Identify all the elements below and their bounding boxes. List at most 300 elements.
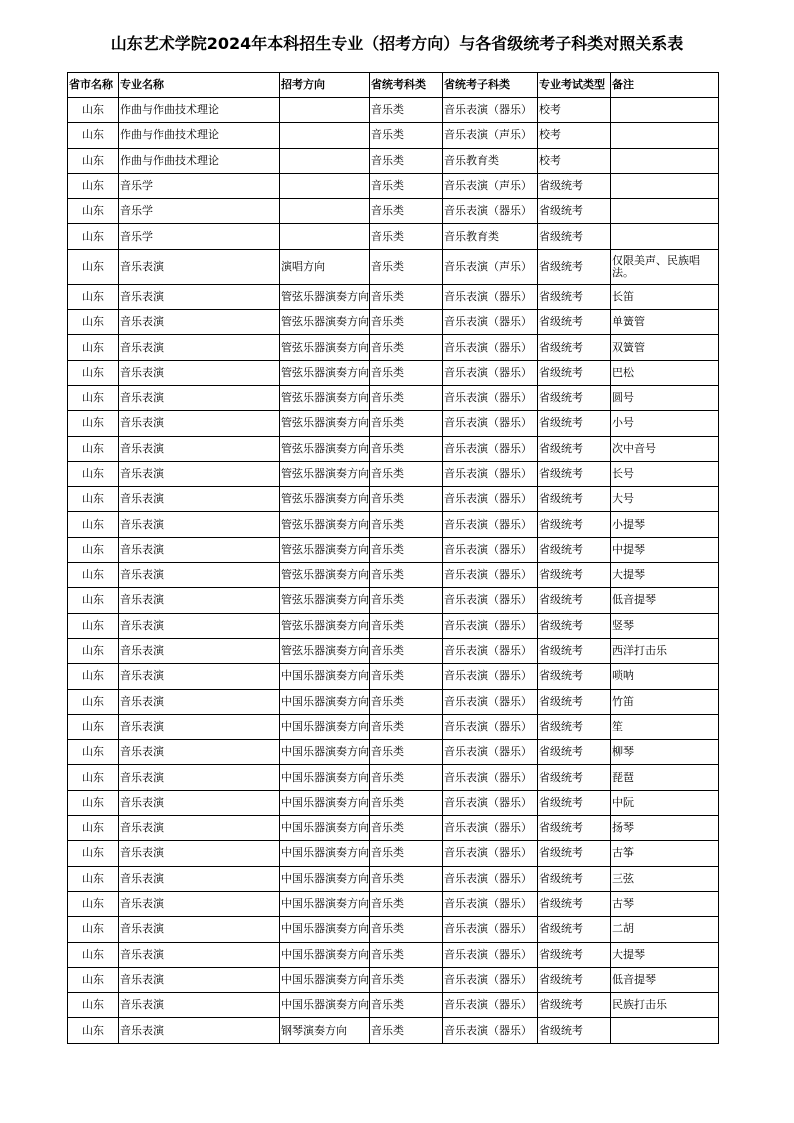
header-exam-category: 省统考科类 <box>370 73 443 98</box>
cell-exam-category: 音乐类 <box>370 436 443 461</box>
cell-direction: 中国乐器演奏方向 <box>280 841 370 866</box>
cell-exam-category: 音乐类 <box>370 816 443 841</box>
cell-exam-subcategory: 音乐表演（器乐） <box>443 664 538 689</box>
cell-exam-category: 音乐类 <box>370 664 443 689</box>
cell-remarks: 中提琴 <box>611 537 719 562</box>
cell-exam-category: 音乐类 <box>370 942 443 967</box>
cell-direction: 管弦乐器演奏方向 <box>280 335 370 360</box>
header-province: 省市名称 <box>68 73 119 98</box>
cell-province: 山东 <box>68 199 119 224</box>
cell-remarks: 仅限美声、民族唱法。 <box>611 249 719 284</box>
cell-exam-type: 校考 <box>538 148 611 173</box>
cell-major: 音乐表演 <box>119 512 280 537</box>
cell-major: 音乐学 <box>119 224 280 249</box>
cell-major: 音乐表演 <box>119 740 280 765</box>
cell-exam-category: 音乐类 <box>370 1018 443 1043</box>
cell-exam-subcategory: 音乐表演（器乐） <box>443 790 538 815</box>
cell-remarks: 双簧管 <box>611 335 719 360</box>
cell-province: 山东 <box>68 385 119 410</box>
cell-exam-subcategory: 音乐表演（器乐） <box>443 942 538 967</box>
cell-exam-type: 省级统考 <box>538 816 611 841</box>
cell-province: 山东 <box>68 790 119 815</box>
cell-exam-type: 省级统考 <box>538 790 611 815</box>
cell-exam-subcategory: 音乐表演（器乐） <box>443 411 538 436</box>
cell-exam-category: 音乐类 <box>370 765 443 790</box>
cell-exam-type: 省级统考 <box>538 1018 611 1043</box>
cell-major: 音乐表演 <box>119 841 280 866</box>
table-row <box>68 335 719 360</box>
table-row <box>68 664 719 689</box>
cell-major: 音乐表演 <box>119 249 280 284</box>
cell-major: 音乐表演 <box>119 310 280 335</box>
cell-exam-category: 音乐类 <box>370 411 443 436</box>
cell-province: 山东 <box>68 310 119 335</box>
cell-exam-subcategory: 音乐表演（器乐） <box>443 740 538 765</box>
cell-exam-subcategory: 音乐表演（器乐） <box>443 284 538 309</box>
cell-remarks: 长笛 <box>611 284 719 309</box>
cell-province: 山东 <box>68 588 119 613</box>
cell-major: 音乐表演 <box>119 588 280 613</box>
cell-remarks: 小号 <box>611 411 719 436</box>
cell-exam-subcategory: 音乐表演（器乐） <box>443 335 538 360</box>
header-row <box>68 73 719 98</box>
cell-exam-subcategory: 音乐表演（器乐） <box>443 1018 538 1043</box>
cell-major: 音乐表演 <box>119 816 280 841</box>
cell-remarks: 三弦 <box>611 866 719 891</box>
cell-direction: 管弦乐器演奏方向 <box>280 284 370 309</box>
header-direction: 招考方向 <box>280 73 370 98</box>
cell-remarks: 笙 <box>611 714 719 739</box>
cell-remarks: 唢呐 <box>611 664 719 689</box>
cell-exam-type: 省级统考 <box>538 461 611 486</box>
cell-exam-category: 音乐类 <box>370 740 443 765</box>
cell-major: 音乐表演 <box>119 461 280 486</box>
cell-remarks: 次中音号 <box>611 436 719 461</box>
mapping-table <box>67 72 719 1044</box>
cell-remarks: 柳琴 <box>611 740 719 765</box>
cell-province: 山东 <box>68 993 119 1018</box>
cell-exam-type: 省级统考 <box>538 411 611 436</box>
cell-major: 音乐表演 <box>119 917 280 942</box>
table-row <box>68 638 719 663</box>
table-row <box>68 866 719 891</box>
cell-direction: 管弦乐器演奏方向 <box>280 411 370 436</box>
cell-province: 山东 <box>68 841 119 866</box>
cell-exam-category: 音乐类 <box>370 385 443 410</box>
cell-province: 山东 <box>68 123 119 148</box>
cell-exam-category: 音乐类 <box>370 461 443 486</box>
cell-province: 山东 <box>68 563 119 588</box>
table-row <box>68 310 719 335</box>
table-row <box>68 714 719 739</box>
cell-exam-type: 省级统考 <box>538 967 611 992</box>
cell-exam-type: 省级统考 <box>538 841 611 866</box>
cell-province: 山东 <box>68 537 119 562</box>
cell-remarks: 琵琶 <box>611 765 719 790</box>
cell-exam-subcategory: 音乐表演（器乐） <box>443 816 538 841</box>
table-row <box>68 765 719 790</box>
cell-exam-subcategory: 音乐表演（器乐） <box>443 537 538 562</box>
cell-exam-category: 音乐类 <box>370 360 443 385</box>
cell-major: 作曲与作曲技术理论 <box>119 98 280 123</box>
cell-exam-category: 音乐类 <box>370 866 443 891</box>
cell-province: 山东 <box>68 638 119 663</box>
cell-exam-subcategory: 音乐表演（器乐） <box>443 98 538 123</box>
page-title: 山东艺术学院2024年本科招生专业（招考方向）与各省级统考子科类对照关系表 <box>110 34 684 53</box>
cell-major: 音乐表演 <box>119 284 280 309</box>
cell-major: 音乐学 <box>119 199 280 224</box>
cell-province: 山东 <box>68 173 119 198</box>
cell-remarks <box>611 173 719 198</box>
cell-exam-category: 音乐类 <box>370 638 443 663</box>
table-row <box>68 613 719 638</box>
cell-exam-type: 校考 <box>538 123 611 148</box>
cell-exam-category: 音乐类 <box>370 512 443 537</box>
cell-direction <box>280 224 370 249</box>
cell-direction: 中国乐器演奏方向 <box>280 866 370 891</box>
cell-exam-category: 音乐类 <box>370 98 443 123</box>
table-row <box>68 563 719 588</box>
cell-direction: 管弦乐器演奏方向 <box>280 461 370 486</box>
cell-exam-subcategory: 音乐表演（器乐） <box>443 310 538 335</box>
cell-major: 音乐表演 <box>119 714 280 739</box>
cell-remarks: 西洋打击乐 <box>611 638 719 663</box>
cell-remarks: 竹笛 <box>611 689 719 714</box>
cell-direction: 管弦乐器演奏方向 <box>280 512 370 537</box>
cell-major: 音乐表演 <box>119 891 280 916</box>
cell-exam-type: 省级统考 <box>538 714 611 739</box>
cell-remarks: 低音提琴 <box>611 967 719 992</box>
cell-direction: 演唱方向 <box>280 249 370 284</box>
cell-exam-category: 音乐类 <box>370 335 443 360</box>
cell-direction: 中国乐器演奏方向 <box>280 917 370 942</box>
table-row <box>68 173 719 198</box>
cell-remarks: 圆号 <box>611 385 719 410</box>
table-row <box>68 891 719 916</box>
cell-major: 音乐表演 <box>119 638 280 663</box>
cell-exam-type: 省级统考 <box>538 765 611 790</box>
cell-remarks: 大号 <box>611 487 719 512</box>
cell-major: 作曲与作曲技术理论 <box>119 123 280 148</box>
cell-exam-category: 音乐类 <box>370 917 443 942</box>
cell-province: 山东 <box>68 512 119 537</box>
cell-remarks: 长号 <box>611 461 719 486</box>
cell-remarks <box>611 224 719 249</box>
cell-exam-type: 省级统考 <box>538 335 611 360</box>
cell-province: 山东 <box>68 335 119 360</box>
cell-exam-category: 音乐类 <box>370 563 443 588</box>
cell-major: 音乐表演 <box>119 993 280 1018</box>
cell-province: 山东 <box>68 461 119 486</box>
cell-direction: 中国乐器演奏方向 <box>280 664 370 689</box>
cell-exam-subcategory: 音乐表演（器乐） <box>443 967 538 992</box>
cell-remarks: 中阮 <box>611 790 719 815</box>
cell-direction: 管弦乐器演奏方向 <box>280 385 370 410</box>
cell-exam-category: 音乐类 <box>370 790 443 815</box>
cell-remarks: 扬琴 <box>611 816 719 841</box>
cell-major: 音乐学 <box>119 173 280 198</box>
cell-exam-category: 音乐类 <box>370 714 443 739</box>
cell-exam-category: 音乐类 <box>370 199 443 224</box>
cell-exam-subcategory: 音乐表演（器乐） <box>443 866 538 891</box>
table-row <box>68 841 719 866</box>
cell-exam-type: 省级统考 <box>538 917 611 942</box>
cell-exam-type: 省级统考 <box>538 173 611 198</box>
cell-exam-type: 省级统考 <box>538 866 611 891</box>
cell-exam-subcategory: 音乐表演（器乐） <box>443 588 538 613</box>
cell-province: 山东 <box>68 224 119 249</box>
cell-major: 音乐表演 <box>119 664 280 689</box>
cell-remarks: 二胡 <box>611 917 719 942</box>
cell-remarks <box>611 123 719 148</box>
table-row <box>68 993 719 1018</box>
cell-direction: 钢琴演奏方向 <box>280 1018 370 1043</box>
table-row <box>68 224 719 249</box>
cell-province: 山东 <box>68 436 119 461</box>
table-row <box>68 1018 719 1043</box>
table-row <box>68 487 719 512</box>
cell-exam-category: 音乐类 <box>370 537 443 562</box>
cell-direction: 中国乐器演奏方向 <box>280 816 370 841</box>
cell-direction: 管弦乐器演奏方向 <box>280 588 370 613</box>
cell-exam-type: 省级统考 <box>538 224 611 249</box>
cell-exam-type: 省级统考 <box>538 436 611 461</box>
cell-exam-subcategory: 音乐表演（器乐） <box>443 917 538 942</box>
cell-exam-subcategory: 音乐表演（器乐） <box>443 487 538 512</box>
cell-major: 音乐表演 <box>119 335 280 360</box>
cell-direction <box>280 123 370 148</box>
cell-province: 山东 <box>68 487 119 512</box>
cell-exam-category: 音乐类 <box>370 891 443 916</box>
cell-remarks: 单簧管 <box>611 310 719 335</box>
cell-major: 音乐表演 <box>119 385 280 410</box>
table-row <box>68 284 719 309</box>
cell-exam-type: 省级统考 <box>538 664 611 689</box>
table-row <box>68 360 719 385</box>
cell-exam-category: 音乐类 <box>370 173 443 198</box>
cell-direction: 中国乐器演奏方向 <box>280 967 370 992</box>
cell-exam-subcategory: 音乐表演（声乐） <box>443 173 538 198</box>
table-row <box>68 98 719 123</box>
cell-direction <box>280 98 370 123</box>
table-row <box>68 411 719 436</box>
cell-remarks: 古筝 <box>611 841 719 866</box>
cell-remarks: 竖琴 <box>611 613 719 638</box>
cell-remarks: 古琴 <box>611 891 719 916</box>
cell-exam-type: 省级统考 <box>538 689 611 714</box>
table-row <box>68 816 719 841</box>
cell-exam-category: 音乐类 <box>370 588 443 613</box>
cell-major: 音乐表演 <box>119 866 280 891</box>
cell-exam-subcategory: 音乐表演（器乐） <box>443 891 538 916</box>
cell-exam-subcategory: 音乐表演（器乐） <box>443 563 538 588</box>
cell-exam-type: 省级统考 <box>538 310 611 335</box>
cell-province: 山东 <box>68 942 119 967</box>
table-row <box>68 790 719 815</box>
cell-exam-subcategory: 音乐表演（器乐） <box>443 689 538 714</box>
cell-exam-category: 音乐类 <box>370 841 443 866</box>
table-body <box>68 98 719 1044</box>
cell-province: 山东 <box>68 284 119 309</box>
cell-province: 山东 <box>68 816 119 841</box>
cell-exam-type: 省级统考 <box>538 638 611 663</box>
table-row <box>68 942 719 967</box>
cell-remarks <box>611 148 719 173</box>
cell-direction <box>280 173 370 198</box>
cell-exam-subcategory: 音乐表演（器乐） <box>443 199 538 224</box>
table-row <box>68 436 719 461</box>
cell-exam-category: 音乐类 <box>370 284 443 309</box>
cell-direction: 中国乐器演奏方向 <box>280 891 370 916</box>
cell-exam-subcategory: 音乐表演（器乐） <box>443 512 538 537</box>
cell-exam-category: 音乐类 <box>370 967 443 992</box>
cell-province: 山东 <box>68 148 119 173</box>
cell-exam-type: 省级统考 <box>538 360 611 385</box>
table-row <box>68 199 719 224</box>
cell-direction: 中国乐器演奏方向 <box>280 942 370 967</box>
cell-direction: 中国乐器演奏方向 <box>280 714 370 739</box>
cell-province: 山东 <box>68 740 119 765</box>
cell-exam-subcategory: 音乐表演（器乐） <box>443 613 538 638</box>
table-row <box>68 967 719 992</box>
cell-exam-type: 省级统考 <box>538 740 611 765</box>
cell-major: 音乐表演 <box>119 411 280 436</box>
cell-exam-category: 音乐类 <box>370 224 443 249</box>
cell-direction: 管弦乐器演奏方向 <box>280 360 370 385</box>
cell-province: 山东 <box>68 613 119 638</box>
table-row <box>68 148 719 173</box>
cell-direction: 中国乐器演奏方向 <box>280 740 370 765</box>
cell-province: 山东 <box>68 967 119 992</box>
cell-province: 山东 <box>68 664 119 689</box>
cell-exam-type: 省级统考 <box>538 588 611 613</box>
cell-major: 音乐表演 <box>119 563 280 588</box>
cell-major: 音乐表演 <box>119 613 280 638</box>
header-exam-type: 专业考试类型 <box>538 73 611 98</box>
cell-major: 音乐表演 <box>119 360 280 385</box>
cell-remarks <box>611 199 719 224</box>
table-row <box>68 512 719 537</box>
cell-major: 音乐表演 <box>119 537 280 562</box>
cell-exam-subcategory: 音乐表演（器乐） <box>443 993 538 1018</box>
cell-province: 山东 <box>68 98 119 123</box>
cell-exam-category: 音乐类 <box>370 310 443 335</box>
cell-exam-type: 省级统考 <box>538 199 611 224</box>
cell-remarks: 大提琴 <box>611 942 719 967</box>
cell-direction: 中国乐器演奏方向 <box>280 993 370 1018</box>
cell-remarks: 大提琴 <box>611 563 719 588</box>
cell-exam-type: 省级统考 <box>538 563 611 588</box>
cell-exam-type: 省级统考 <box>538 537 611 562</box>
cell-province: 山东 <box>68 891 119 916</box>
cell-province: 山东 <box>68 714 119 739</box>
cell-major: 音乐表演 <box>119 689 280 714</box>
cell-major: 作曲与作曲技术理论 <box>119 148 280 173</box>
cell-major: 音乐表演 <box>119 1018 280 1043</box>
cell-direction: 中国乐器演奏方向 <box>280 790 370 815</box>
cell-major: 音乐表演 <box>119 967 280 992</box>
table-row <box>68 740 719 765</box>
cell-remarks <box>611 98 719 123</box>
cell-exam-type: 省级统考 <box>538 249 611 284</box>
cell-remarks: 低音提琴 <box>611 588 719 613</box>
cell-exam-subcategory: 音乐表演（声乐） <box>443 123 538 148</box>
cell-exam-subcategory: 音乐表演（器乐） <box>443 360 538 385</box>
cell-province: 山东 <box>68 1018 119 1043</box>
cell-province: 山东 <box>68 917 119 942</box>
cell-exam-type: 校考 <box>538 98 611 123</box>
cell-remarks: 民族打击乐 <box>611 993 719 1018</box>
cell-exam-category: 音乐类 <box>370 613 443 638</box>
cell-exam-type: 省级统考 <box>538 613 611 638</box>
cell-exam-category: 音乐类 <box>370 123 443 148</box>
cell-province: 山东 <box>68 866 119 891</box>
cell-exam-category: 音乐类 <box>370 487 443 512</box>
cell-exam-subcategory: 音乐教育类 <box>443 224 538 249</box>
cell-exam-type: 省级统考 <box>538 487 611 512</box>
cell-remarks <box>611 1018 719 1043</box>
table-row <box>68 917 719 942</box>
table-row <box>68 537 719 562</box>
cell-major: 音乐表演 <box>119 436 280 461</box>
cell-direction: 管弦乐器演奏方向 <box>280 487 370 512</box>
cell-province: 山东 <box>68 765 119 790</box>
cell-exam-type: 省级统考 <box>538 512 611 537</box>
cell-exam-subcategory: 音乐表演（器乐） <box>443 638 538 663</box>
cell-direction: 中国乐器演奏方向 <box>280 689 370 714</box>
cell-remarks: 小提琴 <box>611 512 719 537</box>
table-row <box>68 123 719 148</box>
cell-exam-subcategory: 音乐表演（器乐） <box>443 714 538 739</box>
header-remarks: 备注 <box>611 73 719 98</box>
cell-major: 音乐表演 <box>119 942 280 967</box>
table-row <box>68 588 719 613</box>
cell-major: 音乐表演 <box>119 765 280 790</box>
cell-direction <box>280 148 370 173</box>
cell-exam-subcategory: 音乐表演（声乐） <box>443 249 538 284</box>
cell-direction: 管弦乐器演奏方向 <box>280 436 370 461</box>
table-row <box>68 249 719 284</box>
cell-exam-subcategory: 音乐表演（器乐） <box>443 461 538 486</box>
cell-exam-subcategory: 音乐教育类 <box>443 148 538 173</box>
cell-exam-subcategory: 音乐表演（器乐） <box>443 765 538 790</box>
table-row <box>68 385 719 410</box>
cell-exam-type: 省级统考 <box>538 385 611 410</box>
cell-direction: 管弦乐器演奏方向 <box>280 613 370 638</box>
table-row <box>68 461 719 486</box>
cell-major: 音乐表演 <box>119 790 280 815</box>
cell-province: 山东 <box>68 249 119 284</box>
cell-exam-type: 省级统考 <box>538 284 611 309</box>
cell-major: 音乐表演 <box>119 487 280 512</box>
cell-province: 山东 <box>68 411 119 436</box>
cell-exam-type: 省级统考 <box>538 993 611 1018</box>
header-major: 专业名称 <box>119 73 280 98</box>
cell-direction: 中国乐器演奏方向 <box>280 765 370 790</box>
cell-exam-category: 音乐类 <box>370 148 443 173</box>
cell-exam-subcategory: 音乐表演（器乐） <box>443 436 538 461</box>
cell-direction: 管弦乐器演奏方向 <box>280 638 370 663</box>
cell-exam-subcategory: 音乐表演（器乐） <box>443 841 538 866</box>
cell-exam-category: 音乐类 <box>370 993 443 1018</box>
cell-remarks: 巴松 <box>611 360 719 385</box>
cell-exam-category: 音乐类 <box>370 689 443 714</box>
cell-exam-type: 省级统考 <box>538 891 611 916</box>
cell-exam-subcategory: 音乐表演（器乐） <box>443 385 538 410</box>
header-exam-subcategory: 省统考子科类 <box>443 73 538 98</box>
cell-direction: 管弦乐器演奏方向 <box>280 537 370 562</box>
cell-direction: 管弦乐器演奏方向 <box>280 563 370 588</box>
